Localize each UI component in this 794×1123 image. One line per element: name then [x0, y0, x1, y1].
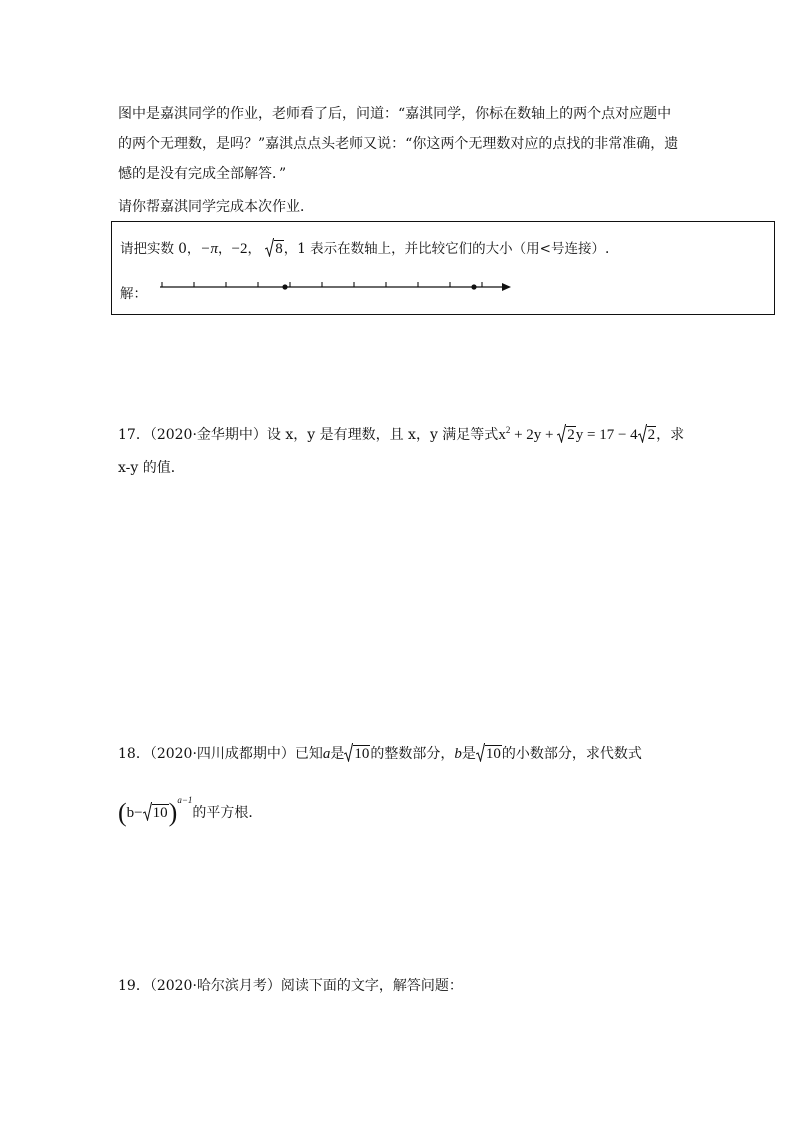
q18-expr-sqrt	[143, 803, 169, 823]
radical-icon	[476, 743, 485, 762]
sep-2: ，	[247, 241, 261, 257]
radical-icon	[143, 802, 152, 821]
q18-mid-4: 的小数部分，求代数式	[501, 746, 642, 762]
axis-ticks	[162, 282, 482, 287]
left-paren: (	[118, 798, 127, 827]
q19-line-1: 19．（2020·哈尔滨月考）阅读下面的文字，解答问题：	[118, 978, 463, 994]
q17-sqrt-2-b	[638, 425, 657, 445]
solution-label: 解：	[120, 286, 147, 302]
q17-line-1	[118, 420, 684, 445]
q18-line-1	[118, 744, 642, 764]
q17-line-2: x-y 的值．	[118, 460, 185, 476]
number-line	[156, 277, 516, 297]
q18-mid-3: 是	[461, 746, 476, 762]
q18-var-b: b	[454, 746, 462, 762]
q18-mid-2: 的整数部分，	[370, 746, 455, 762]
q18-var-a: a	[322, 746, 331, 762]
q18-mid-1: 是	[330, 746, 345, 762]
sep-1: ，	[218, 241, 232, 257]
q17-suffix: ，求	[656, 427, 685, 443]
intro-line-4: 请你帮嘉淇同学完成本次作业．	[118, 199, 314, 215]
q17-prefix: 17．（2020·金华期中）设 x，y 是有理数，且 x，y 满足等式	[118, 427, 499, 443]
q18-suffix: 的平方根．	[192, 805, 263, 821]
q18-radicand-a: 10	[354, 746, 370, 762]
q18-expr-b: b−	[126, 805, 143, 821]
intro-line-3: 憾的是没有完成全部解答．”	[118, 166, 287, 182]
q17-x: x	[498, 427, 506, 443]
q17-sqrt-2-a	[557, 425, 576, 445]
sqrt-8	[265, 239, 284, 259]
q18-sqrt-10-b	[476, 744, 502, 764]
q18-expr-radicand: 10	[152, 805, 168, 821]
intro-line-1: 图中是嘉淇同学的作业，老师看了后，问道：“嘉淇同学，你标在数轴上的两个点对应题中	[118, 106, 672, 122]
sqrt-8-radicand: 8	[275, 241, 283, 257]
q17-radicand-2: 2	[647, 427, 656, 443]
marked-point-1	[282, 284, 287, 289]
right-paren: )	[168, 798, 178, 827]
homework-box	[111, 221, 775, 315]
q18-expression	[118, 795, 193, 827]
q18-radicand-b: 10	[485, 746, 501, 762]
axis-arrow	[502, 283, 511, 291]
q17-eq-part-b: + 2y +	[510, 427, 558, 443]
prompt-text-a: 请把实数 0，	[120, 241, 201, 257]
q18-expr-exponent: a−1	[177, 795, 193, 805]
neg-pi: −π	[200, 241, 219, 257]
q17-exponent: 2	[505, 425, 511, 435]
neg-two: −2	[231, 241, 248, 257]
intro-line-2: 的两个无理数，是吗？”嘉淇点点头老师又说：“你这两个无理数对应的点找的非常准确，遗	[118, 136, 679, 152]
q17-radicand-1: 2	[567, 427, 575, 443]
marked-point-2	[471, 284, 476, 289]
q17-eq-part-c: y = 17 − 4	[575, 427, 638, 443]
q18-line-2	[118, 790, 263, 827]
radical-icon	[638, 424, 647, 443]
radical-icon	[344, 743, 353, 762]
prompt-text-b: ，1 表示在数轴上，并比较它们的大小（用<号连接）.	[283, 241, 610, 257]
q18-prefix: 18．（2020·四川成都期中）已知	[118, 746, 323, 762]
homework-prompt	[120, 239, 609, 259]
q18-sqrt-10-a	[344, 744, 370, 764]
radical-icon	[265, 238, 274, 257]
radical-icon	[557, 424, 566, 443]
